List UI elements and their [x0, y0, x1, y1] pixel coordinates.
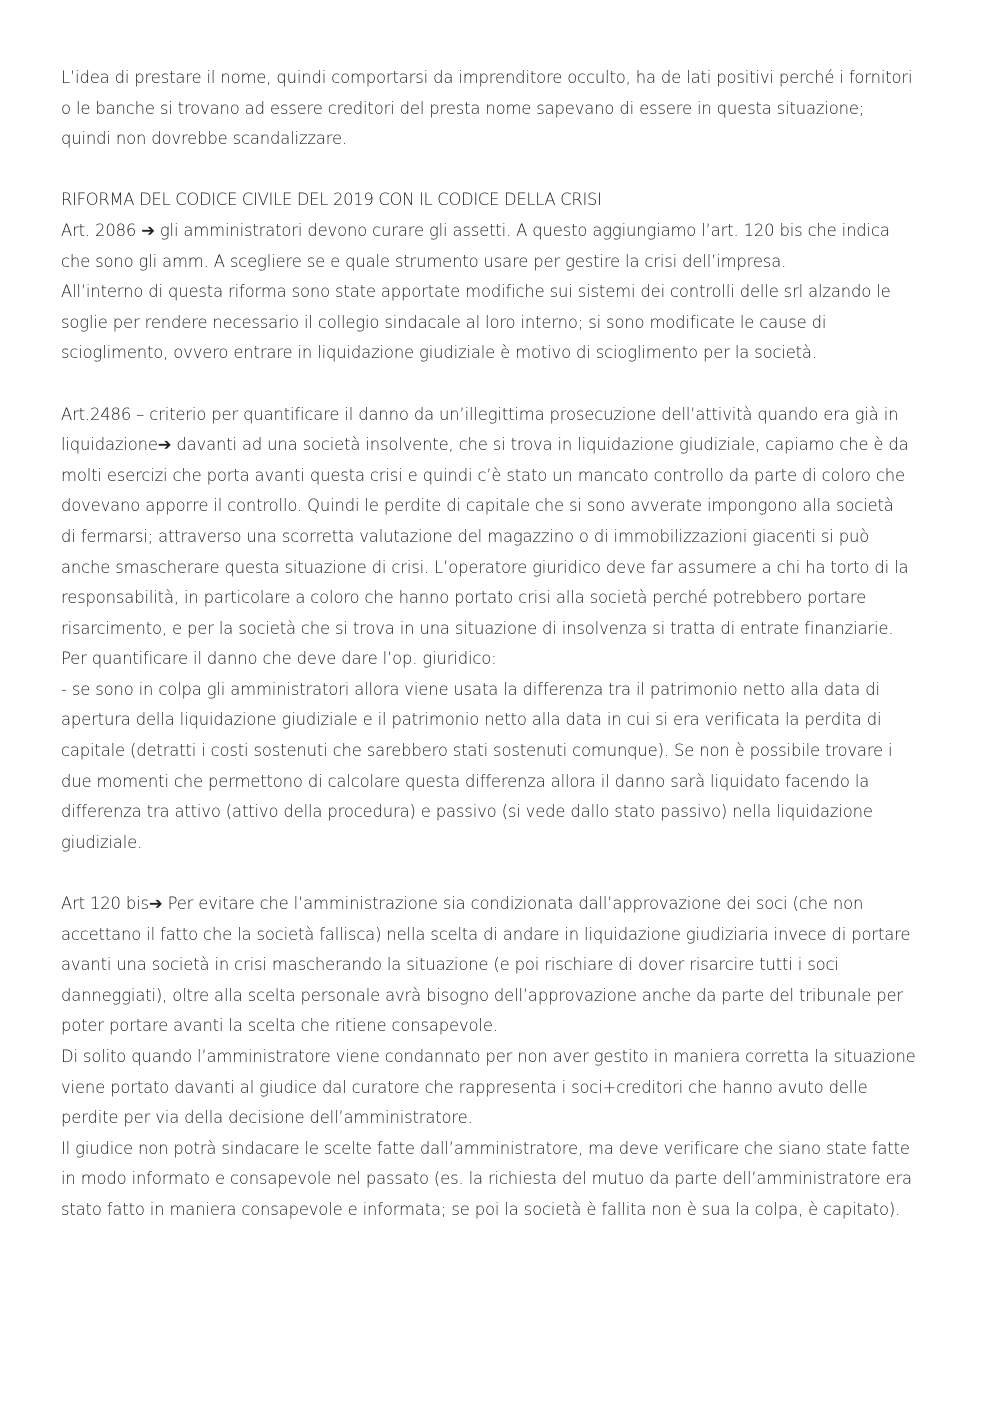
text-line: capitale (detratti i costi sostenuti che sarebbero stati sostenuti comunque). Se non è possibile trovare i	[61, 741, 893, 761]
text-line: Art.2486 – criterio per quantificare il danno da un’illegittima prosecuzione dell’attività quando era già in	[61, 404, 899, 424]
paragraph-art-2486	[61, 400, 941, 859]
text-line: stato fatto in maniera consapevole e informata; se poi la società è fallita non è sua la colpa, è capitato).	[61, 1199, 901, 1219]
text-line: due momenti che permettono di calcolare questa differenza allora il danno sarà liquidato facendo la	[61, 771, 870, 791]
text-line: o le banche si trovano ad essere creditori del presta nome sapevano di essere in questa situazione;	[61, 98, 865, 118]
document-page	[61, 63, 941, 1226]
text-line: apertura della liquidazione giudiziale e il patrimonio netto alla data in cui si era verificata la perdita di	[61, 710, 882, 730]
text-line: dovevano apporre il controllo. Quindi le perdite di capitale che si sono avverate impongono alla società	[61, 496, 894, 516]
text-line: liquidazione➔ davanti ad una società insolvente, che si trova in liquidazione giudiziale, capiamo che è da	[61, 435, 909, 455]
paragraph-gap	[61, 369, 941, 400]
text-line: giudiziale.	[61, 832, 143, 852]
text-line: L’idea di prestare il nome, quindi comportarsi da imprenditore occulto, ha de lati positivi perché i fornitori	[61, 68, 913, 87]
text-line: in modo informato e consapevole nel passato (es. la richiesta del mutuo da parte dell’amministratore era	[61, 1169, 912, 1189]
text-line: poter portare avanti la scelta che ritiene consapevole.	[61, 1016, 498, 1036]
text-line: responsabilità, in particolare a coloro che hanno portato crisi alla società perché potrebbero portare	[61, 588, 867, 608]
text-line: perdite per via della decisione dell’amministratore.	[61, 1108, 473, 1128]
text-line: Art 120 bis➔ Per evitare che l’amministrazione sia condizionata dall’approvazione dei soci (che non	[61, 894, 864, 914]
paragraph-gap	[61, 155, 941, 186]
text-line: Per quantificare il danno che deve dare l’op. giuridico:	[61, 649, 497, 669]
text-line: anche smascherare questa situazione di crisi. L’operatore giuridico deve far assumere a chi ha torto di la	[61, 557, 909, 577]
text-line: avanti una società in crisi mascherando la situazione (e poi rischiare di dover risarcire tutti i soci	[61, 955, 839, 975]
text-line: di fermarsi; attraverso una scorretta valutazione del magazzino o di immobilizzazioni giacenti si può	[61, 526, 870, 546]
text-line: quindi non dovrebbe scandalizzare.	[61, 129, 347, 149]
text-line: viene portato davanti al giudice dal curatore che rappresenta i soci+creditori che hanno avuto delle	[61, 1077, 868, 1097]
text-line: che sono gli amm. A scegliere se e quale strumento usare per gestire la crisi dell’impresa.	[61, 251, 787, 271]
text-line: All’interno di questa riforma sono state apportate modifiche sui sistemi dei controlli delle srl alzando le	[61, 282, 891, 302]
text-line: differenza tra attivo (attivo della procedura) e passivo (si vede dallo stato passivo) nella liquidazione	[61, 802, 873, 822]
paragraph-gap	[61, 858, 941, 889]
text-line: Di solito quando l’amministratore viene condannato per non aver gestito in maniera corretta la situazione	[61, 1047, 916, 1066]
text-line: scioglimento, ovvero entrare in liquidazione giudiziale è motivo di scioglimento per la società.	[61, 343, 817, 363]
section-heading: RIFORMA DEL CODICE CIVILE DEL 2019 CON IL CODICE DELLA CRISI	[61, 190, 602, 210]
text-line: risarcimento, e per la società che si trova in una situazione di insolvenza si tratta di entrate finanziarie.	[61, 618, 894, 638]
text-line: molti esercizi che porta avanti questa crisi e quindi c’è stato un mancato controllo da parte di coloro che	[61, 465, 905, 485]
text-line: - se sono in colpa gli amministratori allora viene usata la differenza tra il patrimonio netto alla data di	[61, 679, 880, 699]
text-line: accettano il fatto che la società fallisca) nella scelta di andare in liquidazione giudiziaria invece di portare	[61, 924, 911, 944]
paragraph-prestanome	[61, 63, 941, 155]
text-line: Art. 2086 ➔ gli amministratori devono curare gli assetti. A questo aggiungiamo l’art. 120 bis che indica	[61, 220, 890, 240]
text-line: danneggiati), oltre alla scelta personale avrà bisogno dell’approvazione anche da parte del tribunale per	[61, 985, 904, 1005]
text-line: Il giudice non potrà sindacare le scelte fatte dall’amministratore, ma deve verificare che siano state fatte	[61, 1138, 910, 1158]
paragraph-riforma	[61, 185, 941, 369]
text-line: soglie per rendere necessario il collegio sindacale al loro interno; si sono modificate le cause di	[61, 312, 827, 332]
paragraph-art-120-bis	[61, 889, 941, 1226]
